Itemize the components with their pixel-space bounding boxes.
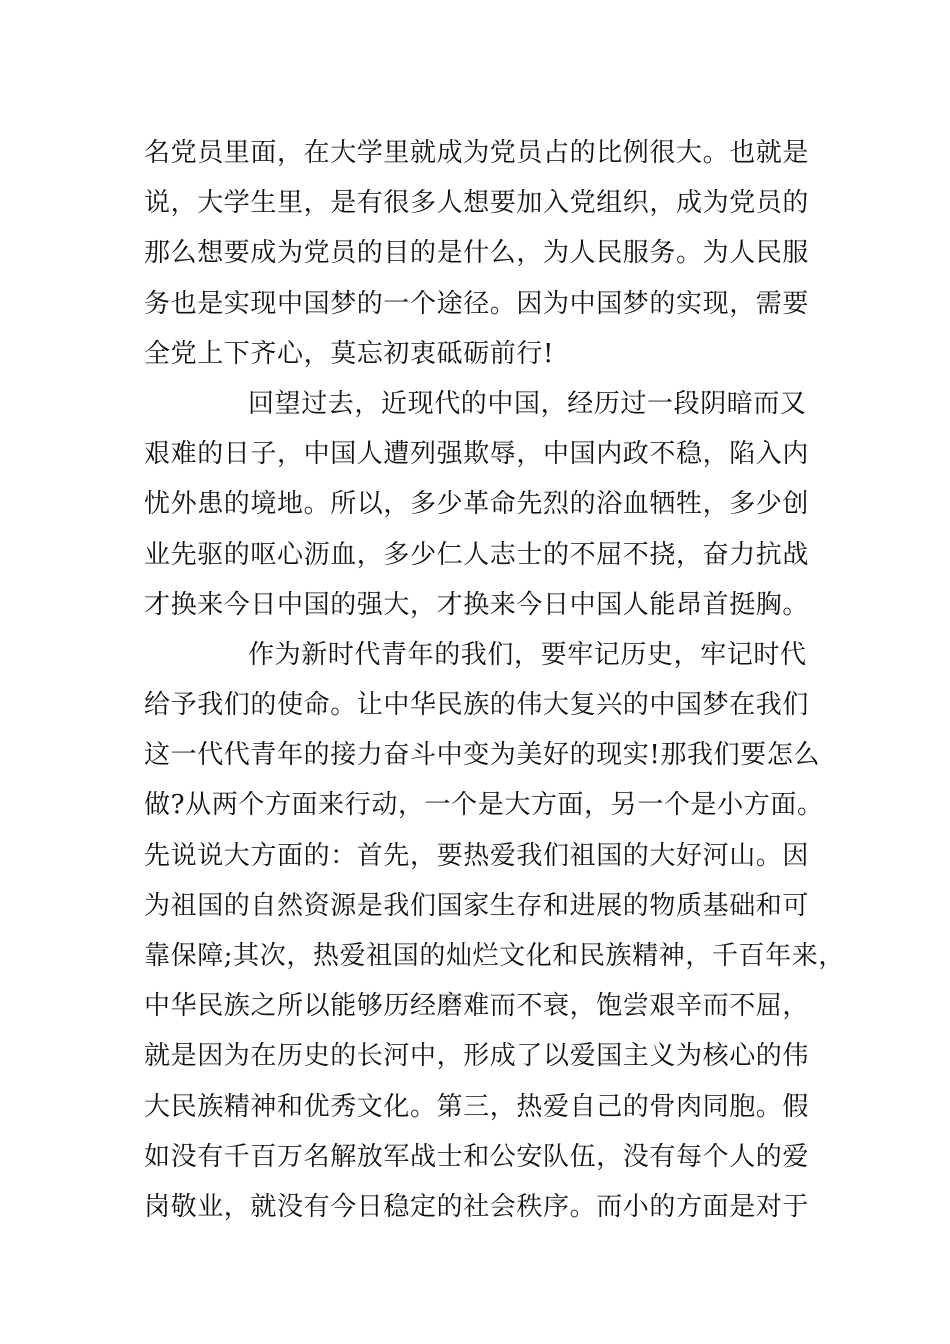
text-line: 名党员里面，在大学里就成为党员占的比例很大。也就是 (144, 138, 810, 168)
text-line: 全党上下齐心，莫忘初衷砥砺前行! (144, 338, 555, 369)
text-line: 靠保障;其次，热爱祖国的灿烂文化和民族精神，千百年来， (144, 941, 845, 971)
text-line: 才换来今日中国的强大，才换来今日中国人能昂首挺胸。 (144, 589, 810, 620)
text-line: 就是因为在历史的长河中，形成了以爱国主义为核心的伟 (144, 1041, 810, 1072)
text-line: 做?从两个方面来行动，一个是大方面，另一个是小方面。 (144, 790, 824, 821)
text-line: 忧外患的境地。所以，多少革命先烈的浴血牺牲，多少创 (144, 489, 810, 520)
text-line: 如没有千百万名解放军战士和公安队伍，没有每个人的爱 (144, 1141, 810, 1172)
text-line: 这一代代青年的接力奋斗中变为美好的现实!那我们要怎么 (144, 740, 821, 771)
text-line: 务也是实现中国梦的一个途径。因为中国梦的实现，需要 (144, 288, 810, 319)
text-line: 说，大学生里，是有很多人想要加入党组织，成为党员的 (144, 188, 810, 219)
text-line: 岗敬业，就没有今日稳定的社会秩序。而小的方面是对于 (144, 1191, 810, 1222)
document-body (144, 128, 845, 1232)
text-line: 业先驱的呕心沥血，多少仁人志士的不屈不挠，奋力抗战 (144, 539, 810, 570)
paragraph-start-line: 作为新时代青年的我们，要牢记历史，牢记时代 (248, 639, 807, 670)
text-line: 为祖国的自然资源是我们国家生存和进展的物质基础和可 (144, 890, 810, 921)
text-line: 艰难的日子，中国人遭列强欺辱，中国内政不稳，陷入内 (144, 439, 810, 470)
text-line: 那么想要成为党员的目的是什么，为人民服务。为人民服 (144, 238, 810, 269)
paragraph-start-line: 回望过去，近现代的中国，经历过一段阴暗而又 (248, 388, 807, 419)
text-line: 先说说大方面的：首先，要热爱我们祖国的大好河山。因 (144, 840, 810, 871)
text-line: 中华民族之所以能够历经磨难而不衰，饱尝艰辛而不屈， (144, 991, 810, 1022)
text-line: 给予我们的使命。让中华民族的伟大复兴的中国梦在我们 (144, 690, 810, 721)
text-line: 大民族精神和优秀文化。第三，热爱自己的骨肉同胞。假 (144, 1091, 810, 1122)
